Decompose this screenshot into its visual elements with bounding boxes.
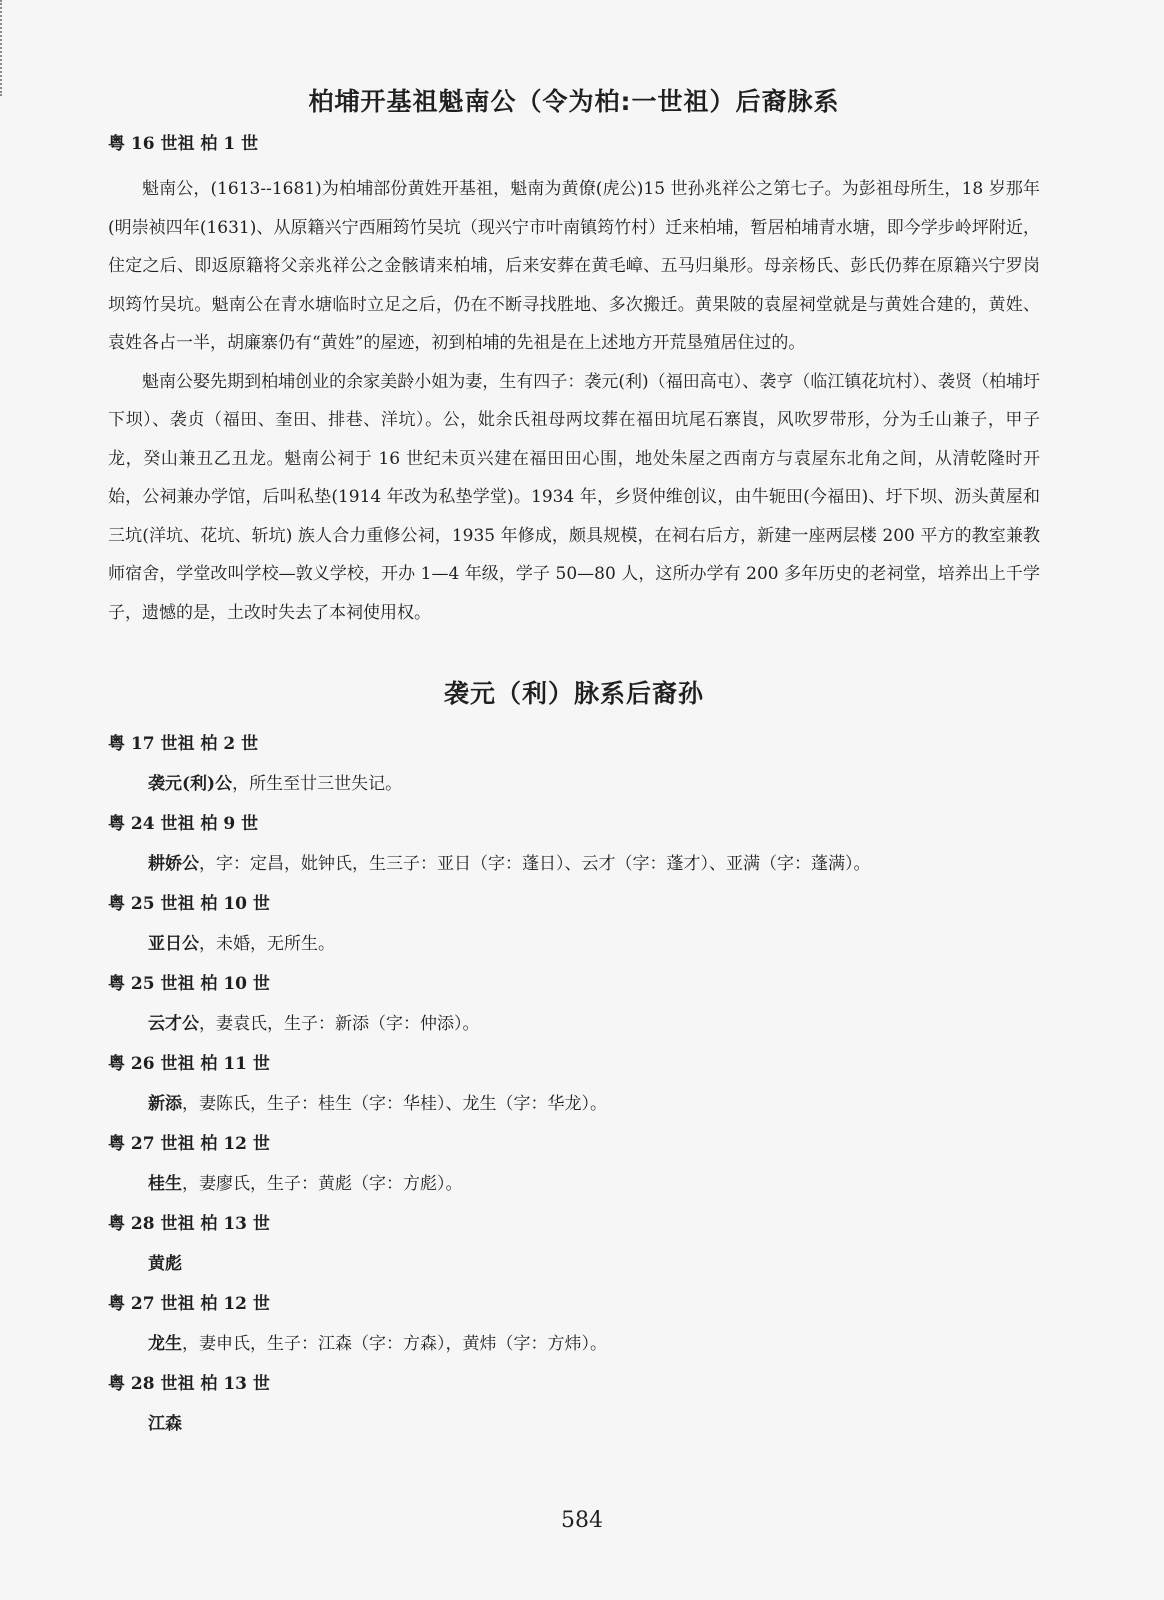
entry-text [108,1244,1040,1284]
intro-paragraph-2: 魁南公娶先期到柏埔创业的余家美龄小姐为妻，生有四子：袭元(利)（福田高屯）、袭亨（临江镇花坑村）、袭贤（柏埔圩下坝）、袭贞（福田、奎田、排巷、洋坑）。公，妣余氏祖母两坟葬在福田坑尾石寨崀，风吹罗带形，分为壬山兼子，甲子龙，癸山兼丑乙丑龙。魁南公祠于 16 世纪未页兴建在福田田心围，地处朱屋之西南方与袁屋东北角之间，从清乾隆时开始，公祠兼办学馆，后叫私垫(1914 年改为私垫学堂)。1934 年，乡贤仲维创议，由牛轭田(今福田)、圩下坝、沥头黄屋和三坑(洋坑、花坑、斩坑) 族人合力重修公祠，1935 年修成，颇具规模，在祠右后方，新建一座两层楼 200 平方的教室兼教师宿舍，学堂改叫学校—敦义学校，开办 1—4 年级，学子 50—80 人，这所办学有 200 多年历史的老祠堂，培养出上千学子，遗憾的是，土改时失去了本祠使用权。 [108,371,1040,623]
entry-detail: ，字：定昌，妣钟氏，生三子：亚日（字：蓬日）、云才（字：蓬才）、亚满（字：蓬满）。 [199,854,871,874]
entry-detail: ，妻廖氏，生子：黄彪（字：方彪）。 [182,1174,463,1194]
entry-name: 袭元(利)公 [148,774,233,794]
entry-text [108,764,1040,804]
entry-text [108,924,1040,964]
entry-heading: 粤 17 世祖 柏 2 世 [108,734,259,754]
entry-text [108,1164,1040,1204]
entry-detail: ，妻袁氏，生子：新添（字：仲添）。 [199,1014,480,1034]
generation-heading: 粤 16 世祖 柏 1 世 [108,134,259,154]
entry-detail: ，妻陈氏，生子：桂生（字：华桂）、龙生（字：华龙）。 [182,1094,607,1114]
entry-heading: 粤 26 世祖 柏 11 世 [108,1054,270,1074]
entry-heading: 粤 24 世祖 柏 9 世 [108,814,259,834]
section-title: 袭元（利）脉系后裔孙 [443,679,704,708]
entry-heading: 粤 25 世祖 柏 10 世 [108,974,270,994]
entry-text [108,1004,1040,1044]
entry-text [108,1404,1040,1444]
entry-heading: 粤 25 世祖 柏 10 世 [108,894,270,914]
entry-name: 新添 [148,1094,182,1114]
document-page [108,82,1040,1444]
entry-name: 云才公 [148,1014,199,1034]
entry-name: 亚日公 [148,934,199,954]
entry-text [108,1084,1040,1124]
entry-name: 黄彪 [148,1254,182,1274]
entry-detail: ，妻申氏，生子：江森（字：方森），黄炜（字：方炜）。 [182,1334,607,1354]
entry-name: 耕娇公 [148,854,199,874]
entry-heading: 粤 27 世祖 柏 12 世 [108,1134,270,1154]
entry-name: 江森 [148,1414,182,1434]
intro-paragraph-1: 魁南公，(1613--1681)为柏埔部份黄姓开基祖，魁南为黄僚(虎公)15 世孙兆祥公之第七子。为彭祖母所生，18 岁那年(明崇祯四年(1631)、从原籍兴宁西厢筠竹吴坑（现兴宁市叶南镇筠竹村）迁来柏埔，暂居柏埔青水塘，即今学步岭坪附近，住定之后、即返原籍将父亲兆祥公之金骸请来柏埔，后来安葬在黄毛嶂、五马归巢形。母亲杨氏、彭氏仍葬在原籍兴宁罗岗坝筠竹吴坑。魁南公在青水塘临时立足之后，仍在不断寻找胜地、多次搬迁。黄果陂的袁屋祠堂就是与黄姓合建的，黄姓、袁姓各占一半，胡廉寨仍有“黄姓”的屋迹，初到柏埔的先祖是在上述地方开荒垦殖居住过的。 [108,179,1040,353]
entry-name: 桂生 [148,1174,182,1194]
entry-name: 龙生 [148,1334,182,1354]
entry-text [108,1324,1040,1364]
lineage-list [108,724,1040,1444]
entry-heading: 粤 28 世祖 柏 13 世 [108,1214,270,1234]
entry-heading: 粤 27 世祖 柏 12 世 [108,1294,270,1314]
entry-text [108,844,1040,884]
page-title: 柏埔开基祖魁南公（令为柏:一世祖）后裔脉系 [308,87,840,116]
entry-detail: ，未婚，无所生。 [199,934,335,954]
page-number: 584 [561,1508,603,1533]
entry-detail: ，所生至廿三世失记。 [232,774,403,794]
entry-heading: 粤 28 世祖 柏 13 世 [108,1374,270,1394]
scan-edge-marks [0,0,6,96]
